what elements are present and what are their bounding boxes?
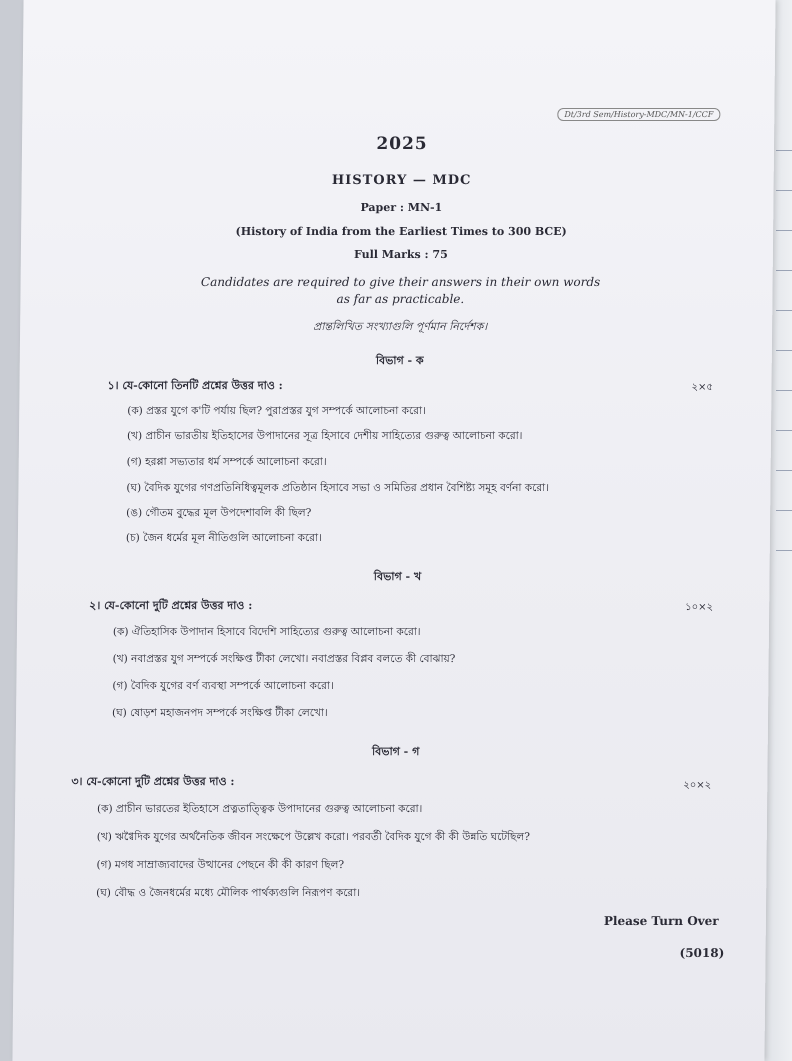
question-3-item: (ক) প্রাচীন ভারতের ইতিহাসে প্রত্নতাত্ত্বিক উপাদানের গুরুত্ব আলোচনা করো। bbox=[97, 803, 423, 815]
question-2: ২। যে-কোনো দুটি প্রশ্নের উত্তর দাও : bbox=[89, 599, 253, 612]
full-marks: Full Marks : 75 bbox=[353, 248, 448, 261]
question-1-item: (ক) প্রস্তর যুগে ক'টি পর্যায় ছিল? পুরাপ্রস্তর যুগ সম্পর্কে আলোচনা করো। bbox=[127, 405, 426, 417]
question-2-marks: ১০×২ bbox=[685, 602, 714, 613]
question-1-item: (ঙ) গৌতম বুদ্ধের মূল উপদেশাবলি কী ছিল? bbox=[126, 507, 312, 519]
question-paper bbox=[12, 0, 775, 1061]
section-title-b: বিভাগ - খ bbox=[373, 570, 422, 583]
exam-year: 2025 bbox=[376, 134, 428, 154]
please-turn-over: Please Turn Over bbox=[603, 914, 719, 928]
question-1-item: (গ) হরপ্পা সভ্যতার ধর্ম সম্পর্কে আলোচনা করো। bbox=[126, 456, 327, 468]
question-3-item: (গ) মগধ সাম্রাজ্যবাদের উত্থানের পেছনে কী কী কারণ ছিল? bbox=[96, 859, 345, 871]
question-1-item: (খ) প্রাচীন ভারতীয় ইতিহাসের উপাদানের সূত্র হিসাবে দেশীয় সাহিত্যের গুরুত্ব আলোচনা করো। bbox=[126, 430, 523, 442]
question-3: ৩। যে-কোনো দুটি প্রশ্নের উত্তর দাও : bbox=[71, 775, 235, 788]
question-3-item: (খ) ঋগ্বৈদিক যুগের অর্থনৈতিক জীবন সংক্ষেপে উল্লেখ করো। পরবর্তী বৈদিক যুগে কী কী উন্নতি ঘটেছিল? bbox=[96, 831, 530, 843]
section-title-a: বিভাগ - ক bbox=[375, 354, 424, 367]
instruction-line-1: Candidates are required to give their answers in their own words bbox=[200, 275, 601, 289]
question-2-item: (খ) নবাপ্রস্তর যুগ সম্পর্কে সংক্ষিপ্ত টীকা লেখো। নবাপ্রস্তর বিপ্লব বলতে কী বোঝায়? bbox=[112, 653, 456, 665]
question-2-item: (ক) ঐতিহাসিক উপাদান হিসাবে বিদেশি সাহিত্যের গুরুত্ব আলোচনা করো। bbox=[112, 626, 421, 638]
paper-code: Dt/3rd Sem/History-MDC/MN-1/CCF bbox=[557, 108, 720, 121]
paper-number: Paper : MN-1 bbox=[360, 201, 443, 214]
question-1-item: (ঘ) বৈদিক যুগের গণপ্রতিনিধিত্বমূলক প্রতিষ্ঠান হিসাবে সভা ও সমিতির প্রধান বৈশিষ্ট্য সমূহ বর্ণনা করো। bbox=[126, 482, 550, 494]
instructions bbox=[20, 274, 780, 308]
instruction-bengali: প্রান্তলিখিত সংখ্যাগুলি পূর্ণমান নির্দেশক। bbox=[312, 320, 488, 333]
question-2-item: (ঘ) ষোড়শ মহাজনপদ সম্পর্কে সংক্ষিপ্ত টীকা লেখো। bbox=[112, 707, 328, 719]
subject-title: HISTORY — MDC bbox=[331, 173, 472, 188]
question-1: ১। যে-কোনো তিনটি প্রশ্নের উত্তর দাও : bbox=[107, 379, 283, 392]
question-1-marks: ২×৫ bbox=[691, 382, 713, 393]
instruction-line-2: as far as practicable. bbox=[336, 292, 465, 306]
question-1-item: (চ) জৈন ধর্মের মূল নীতিগুলি আলোচনা করো। bbox=[125, 532, 322, 544]
question-3-marks: ২০×২ bbox=[683, 780, 712, 791]
question-2-item: (গ) বৈদিক যুগের বর্ণ ব্যবস্থা সম্পর্কে আলোচনা করো। bbox=[112, 680, 334, 692]
page-code: (5018) bbox=[679, 946, 725, 960]
paper-title: (History of India from the Earliest Times to 300 BCE) bbox=[235, 225, 567, 238]
section-title-c: বিভাগ - গ bbox=[371, 745, 420, 758]
question-3-item: (ঘ) বৌদ্ধ ও জৈনধর্মের মধ্যে মৌলিক পার্থক্যগুলি নিরূপণ করো। bbox=[96, 887, 361, 899]
